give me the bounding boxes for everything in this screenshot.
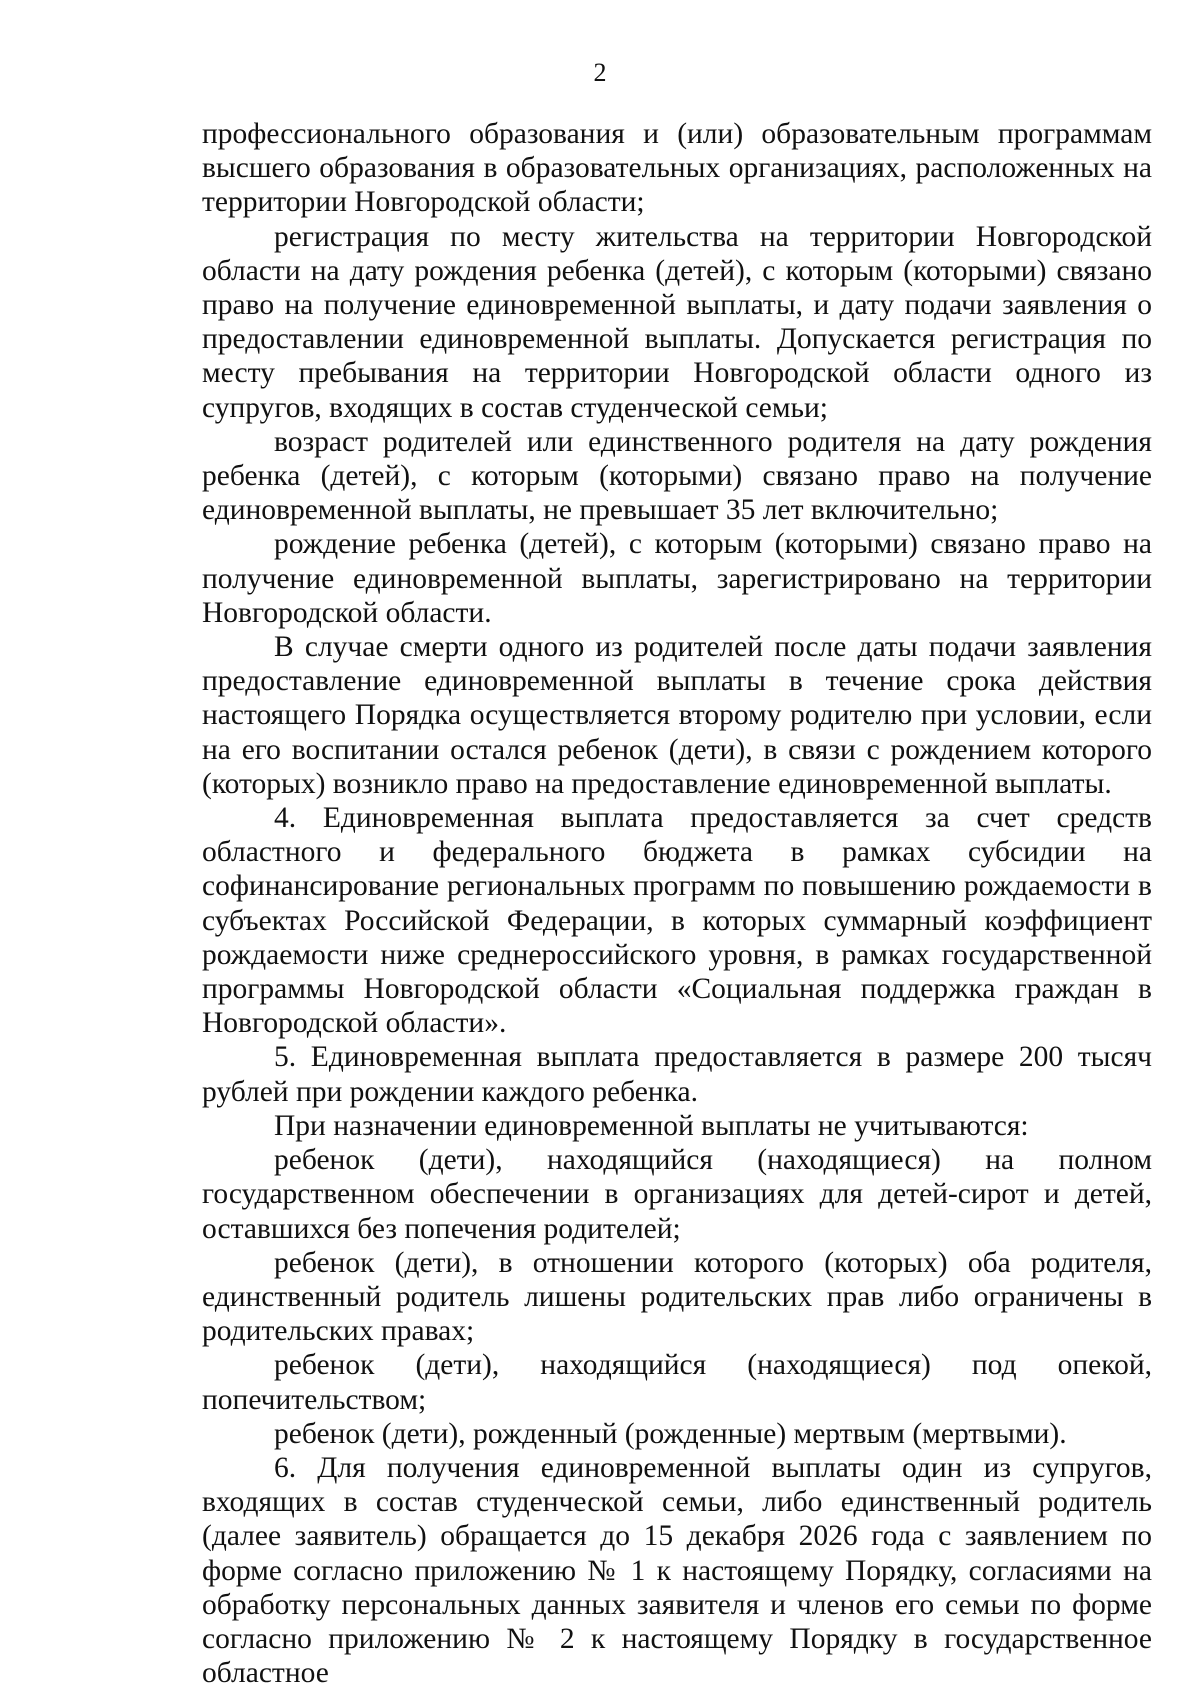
paragraph-parents-age: возраст родителей или единственного родителя на дату рождения ребенка (детей), с которым (которыми) связано право на получение единовременной выплаты, не превышает 35 лет включительно; [202,425,1152,527]
paragraph-parent-death: В случае смерти одного из родителей после даты подачи заявления предоставление единовременной выплаты в течение срока действия настоящего Порядка осуществляется второму родителю при условии, если на его воспитании остался ребенок (дети), в связи с рождением которого (которых) возникло право на предоставление единовременной выплаты. [202,631,1152,800]
paragraph-exclusion-state-care: ребенок (дети), находящийся (находящиеся) на полном государственном обеспечении в организациях для детей-сирот и детей, оставшихся без попечения родителей; [202,1144,1152,1245]
paragraph-education-continuation: профессионального образования и (или) образовательным программам высшего образования в образовательных организациях, расположенных на территории Новгородской области; [202,118,1152,219]
paragraph-registration: регистрация по месту жительства на территории Новгородской области на дату рождения ребенка (детей), с которым (которыми) связано право на получение единовременной выплаты, и дату подачи заявления о предоставлении единовременной выплаты. Допускается регистрация по месту пребывания на территории Новгородской области одного из супругов, входящих в состав студенческой семьи; [202,220,1152,424]
document-body [202,117,1152,1690]
paragraph-item-4-funding: 4. Единовременная выплата предоставляется за счет средств областного и федерального бюджета в рамках субсидии на софинансирование региональных программ по повышению рождаемости в субъектах Российской Федерации, в которых суммарный коэффициент рождаемости ниже среднероссийского уровня, в рамках государственной программы Новгородской области «Социальная поддержка граждан в Новгородской области». [202,802,1152,1040]
paragraph-exclusion-stillborn: ребенок (дети), рожденный (рожденные) мертвым (мертвыми). [274,1417,1067,1450]
paragraph-item-6-application: 6. Для получения единовременной выплаты один из супругов, входящих в состав студенческой семьи, либо единственный родитель (далее заявитель) обращается до 15 декабря 2026 года с заявлением по форме согласно приложению № 1 к настоящему Порядку, согласиями на обработку персональных данных заявителя и членов его семьи по форме согласно приложению № 2 к настоящему Порядку в государственное областное [202,1451,1152,1690]
paragraph-exclusions-intro: При назначении единовременной выплаты не учитываются: [274,1109,1029,1142]
paragraph-exclusion-guardianship: ребенок (дети), находящийся (находящиеся) под опекой, попечительством; [202,1349,1152,1416]
paragraph-item-5-amount: 5. Единовременная выплата предоставляется в размере 200 тысяч рублей при рождении каждого ребенка. [202,1041,1152,1108]
page-number: 2 [593,58,607,87]
paragraph-exclusion-parental-rights: ребенок (дети), в отношении которого (которых) оба родителя, единственный родитель лишены родительских прав либо ограничены в родительских правах; [202,1246,1152,1348]
paragraph-birth-registration: рождение ребенка (детей), с которым (которыми) связано право на получение единовременной выплаты, зарегистрировано на территории Новгородской области. [202,528,1152,629]
